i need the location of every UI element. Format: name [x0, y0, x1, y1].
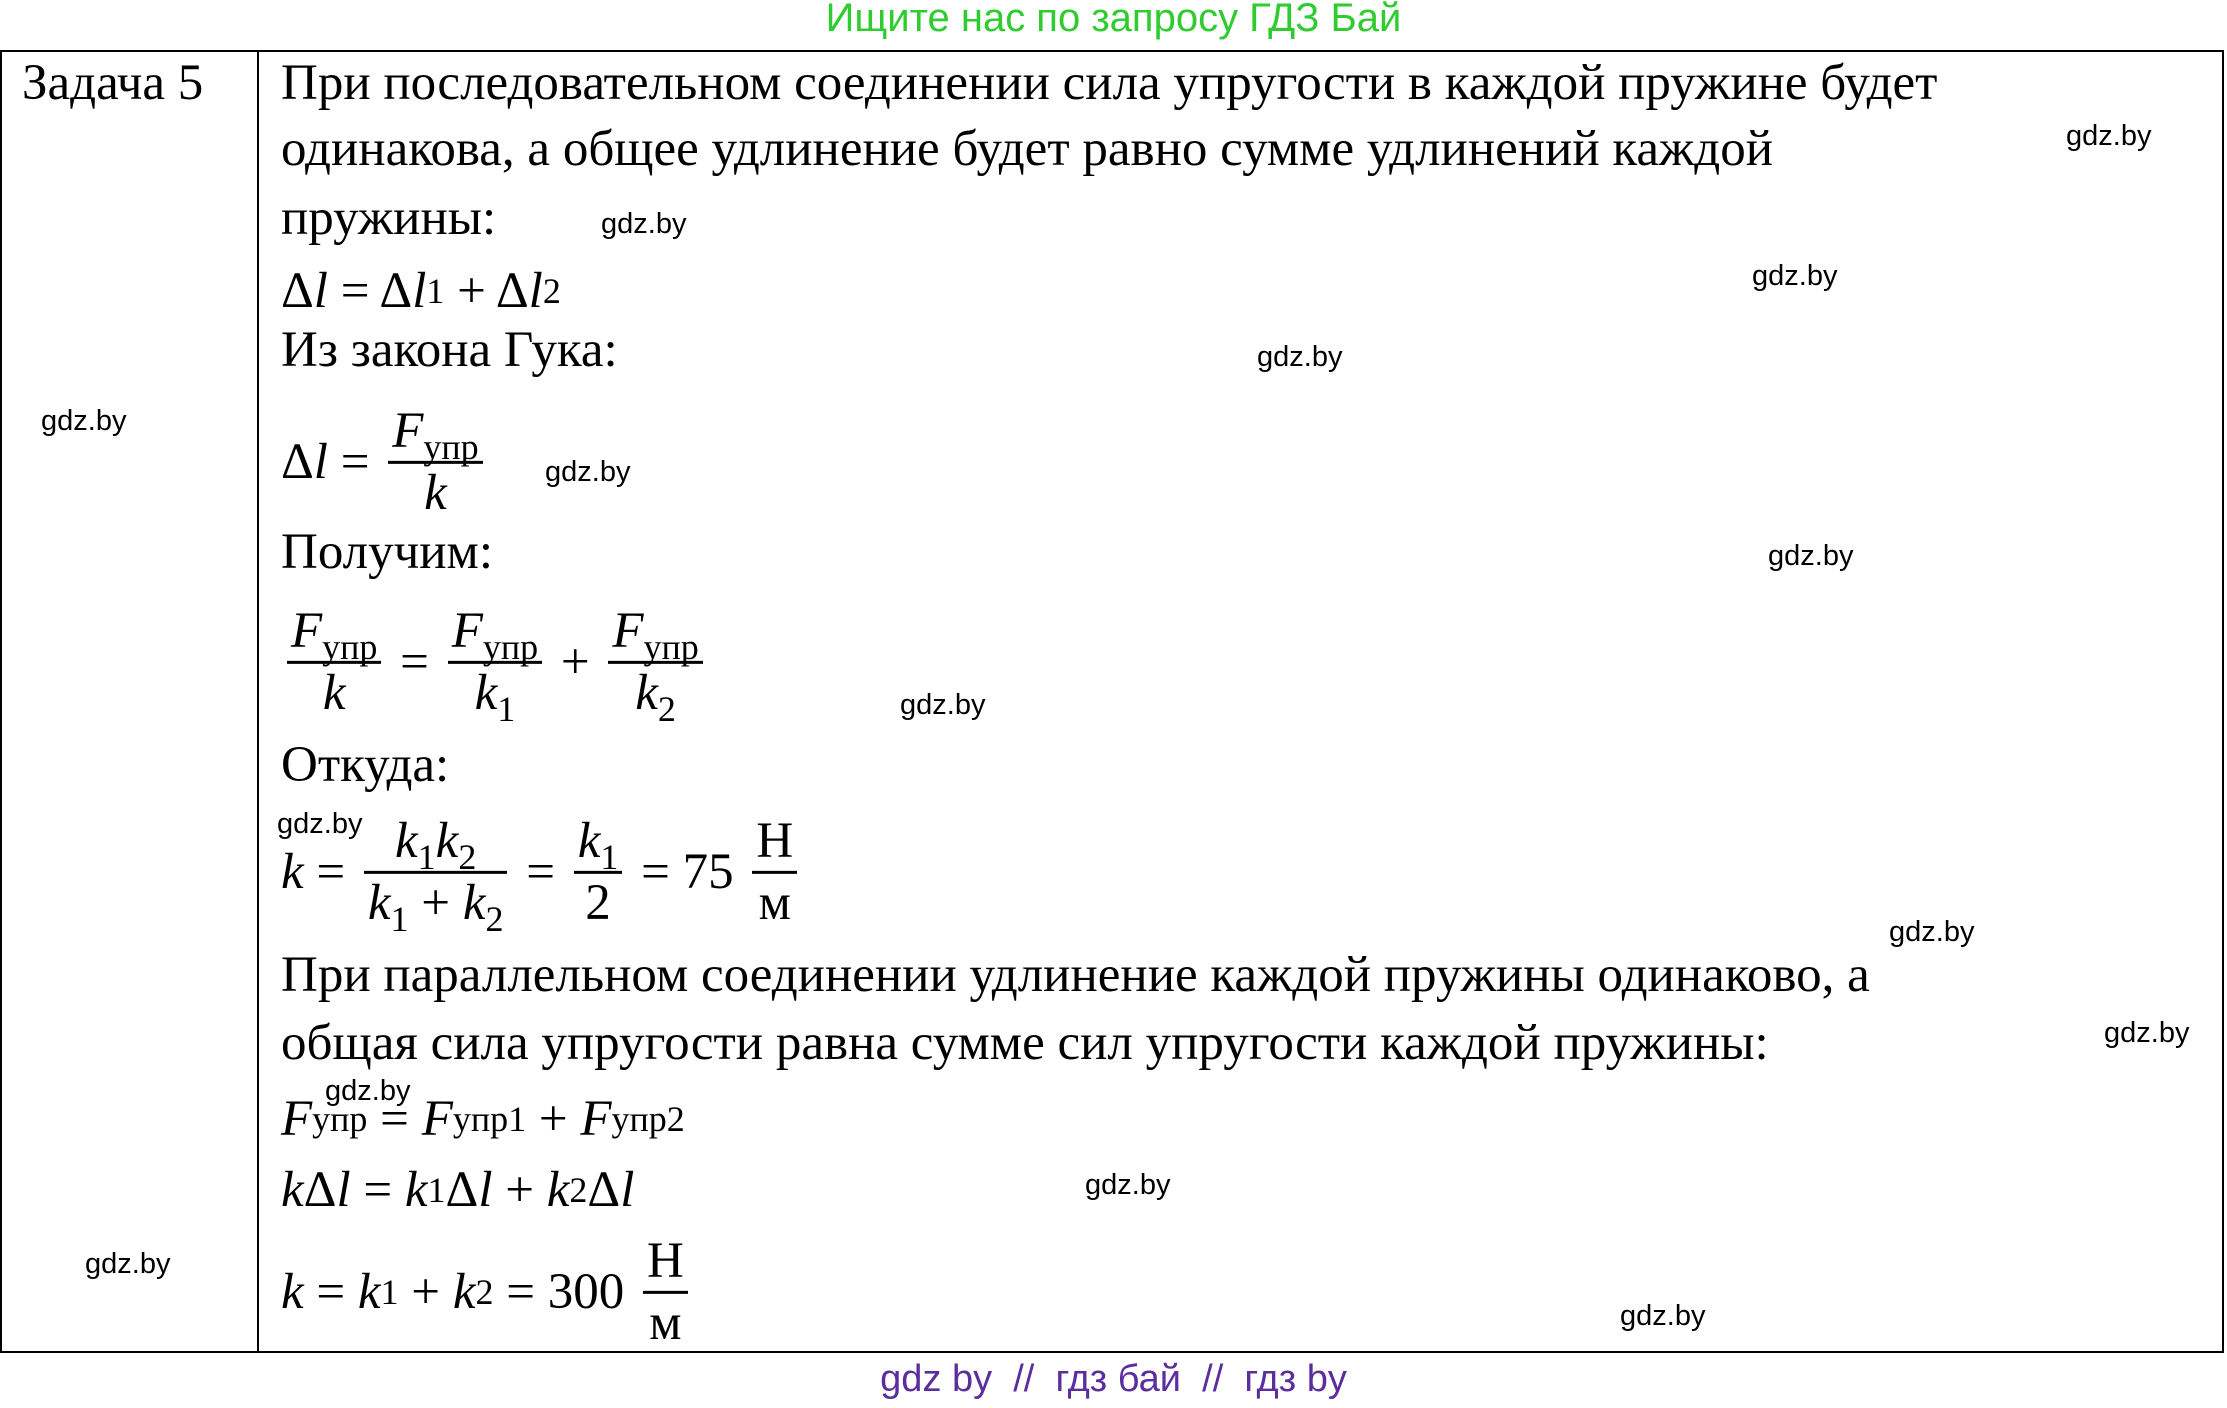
- math-text: =: [367, 1091, 422, 1147]
- equation-parallel-hooke: k Δ l = k 1 Δ l + k 2 Δ l: [281, 1162, 635, 1218]
- math-subscript: 1: [600, 836, 619, 877]
- math-subscript: упр: [423, 426, 479, 467]
- math-variable: F: [451, 602, 483, 659]
- task-label: Задача 5: [22, 55, 204, 111]
- math-text: м: [649, 1294, 682, 1351]
- text-line: При параллельном соединении удлинение каждой пружины одинаково, а: [281, 947, 1870, 1003]
- watermark: gdz.by: [2104, 1017, 2190, 1049]
- math-variable: l: [313, 263, 328, 319]
- fraction-denominator: [755, 874, 795, 933]
- text-line: Получим:: [281, 524, 493, 580]
- math-text: Н: [756, 812, 794, 869]
- math-variable: F: [392, 402, 424, 459]
- fraction: [574, 812, 623, 932]
- equation-parallel-result: k = k 1 + k 2 = 300 $\frac{Н}{м}$: [281, 1232, 694, 1352]
- math-text: +: [526, 1091, 581, 1147]
- watermark: gdz.by: [601, 208, 687, 240]
- fraction: [608, 602, 702, 729]
- math-text: = 75: [628, 844, 747, 900]
- math-text: +: [492, 1162, 547, 1218]
- equation-hooke: [281, 402, 489, 522]
- fraction-numerator: [752, 812, 797, 871]
- math-subscript: 1: [497, 688, 516, 729]
- math-variable: k: [357, 1264, 381, 1320]
- math-variable: k: [281, 1264, 304, 1320]
- fraction-numerator: [643, 1232, 688, 1291]
- math-text: Δ: [281, 263, 314, 319]
- math-variable: F: [612, 602, 644, 659]
- fraction-denominator: [581, 874, 615, 933]
- math-subscript: 1: [390, 898, 409, 939]
- math-variable: k: [452, 1264, 476, 1320]
- math-variable: k: [395, 812, 418, 869]
- watermark: gdz.by: [1889, 916, 1975, 948]
- fraction-numerator: [388, 402, 482, 467]
- fraction-numerator: [287, 602, 381, 667]
- fraction: [752, 812, 797, 932]
- math-variable: k: [577, 812, 601, 869]
- text-line: общая сила упругости равна сумме сил упругости каждой пружины:: [281, 1015, 1769, 1071]
- text-line: пружины:: [281, 190, 497, 246]
- watermark: gdz.by: [1257, 341, 1343, 373]
- fraction: [448, 602, 542, 729]
- math-text: + Δ: [444, 263, 529, 319]
- math-variable: k: [474, 664, 498, 721]
- math-variable: F: [291, 602, 323, 659]
- fraction-denominator: [420, 464, 451, 523]
- math-variable: k: [546, 1162, 570, 1218]
- fraction-denominator: [471, 664, 520, 729]
- equation-series-elongation: Δ l = Δ l 1 + Δ l 2: [281, 263, 561, 319]
- math-text: =: [303, 844, 358, 900]
- equation-series-sum: [281, 602, 709, 729]
- math-variable: F: [580, 1091, 612, 1147]
- math-text: 2: [585, 874, 611, 931]
- math-variable: l: [528, 263, 543, 319]
- math-text: Δ: [281, 434, 314, 490]
- math-variable: k: [281, 844, 304, 900]
- math-variable: k: [322, 664, 346, 721]
- math-variable: F: [281, 1091, 313, 1147]
- fraction-denominator: [645, 1294, 685, 1353]
- math-subscript: 1: [417, 836, 436, 877]
- math-subscript: 2: [485, 898, 504, 939]
- watermark: gdz.by: [900, 689, 986, 721]
- math-variable: k: [435, 812, 459, 869]
- math-variable: k: [281, 1162, 304, 1218]
- fraction-denominator: [364, 874, 508, 939]
- math-subscript: упр: [322, 626, 378, 667]
- watermark: gdz.by: [1085, 1169, 1171, 1201]
- watermark: gdz.by: [1768, 540, 1854, 572]
- math-text: +: [398, 1264, 453, 1320]
- math-text: Δ: [303, 1162, 337, 1218]
- math-text: +: [408, 874, 463, 931]
- fraction-numerator: [391, 812, 480, 877]
- math-variable: k: [404, 1162, 428, 1218]
- math-variable: k: [635, 664, 658, 721]
- text-line: При последовательном соединении сила упругости в каждой пружине будет: [281, 55, 1938, 111]
- fraction-numerator: [448, 602, 542, 667]
- text-line: одинакова, а общее удлинение будет равно сумме удлинений каждой: [281, 121, 1773, 177]
- math-variable: l: [336, 1162, 351, 1218]
- math-text: = Δ: [327, 263, 413, 319]
- math-text: =: [350, 1162, 405, 1218]
- watermark: gdz.by: [1620, 1300, 1706, 1332]
- text-line: Из закона Гука:: [281, 322, 618, 378]
- fraction: [287, 602, 381, 722]
- equation-parallel-force: F упр = F упр1 + F упр2: [281, 1091, 685, 1147]
- search-banner: Ищите нас по запросу ГДЗ Бай: [825, 0, 1402, 40]
- fraction: [364, 812, 508, 939]
- fraction-numerator: [574, 812, 623, 877]
- fraction: [643, 1232, 688, 1352]
- column-divider: [257, 50, 259, 1353]
- math-variable: k: [424, 464, 447, 521]
- math-variable: l: [620, 1162, 635, 1218]
- fraction: [388, 402, 482, 522]
- footer-links: gdz by // гдз бай // гдз by: [880, 1358, 1347, 1400]
- math-text: = 300: [493, 1264, 637, 1320]
- math-variable: k: [367, 874, 391, 931]
- math-text: Δ: [587, 1162, 621, 1218]
- math-text: м: [758, 874, 791, 931]
- watermark: gdz.by: [1752, 260, 1838, 292]
- math-variable: l: [313, 434, 328, 490]
- fraction-denominator: [319, 664, 350, 723]
- math-subscript: 2: [458, 836, 477, 877]
- watermark: gdz.by: [2066, 120, 2152, 152]
- math-text: =: [513, 844, 568, 900]
- fraction-numerator: [608, 602, 702, 667]
- watermark: gdz.by: [85, 1248, 171, 1280]
- watermark: gdz.by: [41, 405, 127, 437]
- math-text: +: [548, 634, 603, 690]
- fraction-denominator: [631, 664, 680, 729]
- math-subscript: упр: [643, 626, 699, 667]
- text-line: Откуда:: [281, 737, 450, 793]
- math-variable: l: [412, 263, 427, 319]
- math-subscript: 2: [657, 688, 676, 729]
- math-variable: k: [462, 874, 486, 931]
- math-text: Δ: [445, 1162, 479, 1218]
- math-text: =: [327, 434, 383, 490]
- math-text: =: [387, 634, 442, 690]
- watermark: gdz.by: [277, 808, 363, 840]
- math-text: Н: [646, 1232, 684, 1289]
- watermark: gdz.by: [545, 456, 631, 488]
- math-text: =: [303, 1264, 358, 1320]
- math-variable: F: [421, 1091, 453, 1147]
- watermark: gdz.by: [325, 1075, 411, 1107]
- math-subscript: упр: [482, 626, 539, 667]
- math-variable: l: [478, 1162, 493, 1218]
